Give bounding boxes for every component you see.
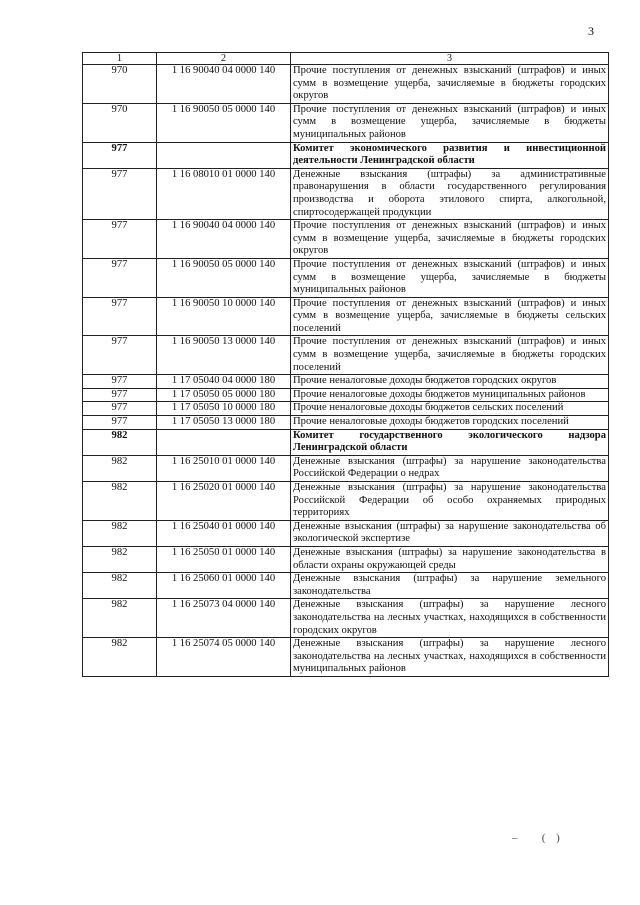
description-cell: Прочие поступления от денежных взысканий (штрафов) и иных сумм в возмещение ущерба, зачисляемые в бюджеты городских округов: [291, 65, 609, 104]
table-body: [83, 53, 609, 677]
admin-code-cell: 970: [83, 103, 157, 142]
table-row: [83, 103, 609, 142]
description-cell: Прочие неналоговые доходы бюджетов муниципальных районов: [291, 388, 609, 402]
table-row-organization: [83, 429, 609, 455]
description-cell: Прочие неналоговые доходы бюджетов сельских поселений: [291, 402, 609, 416]
revenue-code-cell: 1 16 90050 05 0000 140: [157, 103, 291, 142]
description-cell: Комитет государственного экологического надзора Ленинградской области: [291, 429, 609, 455]
table-row: [83, 546, 609, 572]
revenue-code-cell: 1 16 90050 13 0000 140: [157, 336, 291, 375]
revenue-code-cell: 1 16 25040 01 0000 140: [157, 520, 291, 546]
revenue-code-cell: 1 16 25050 01 0000 140: [157, 546, 291, 572]
table-row: [83, 416, 609, 430]
table-row: [83, 258, 609, 297]
revenue-code-cell: [157, 429, 291, 455]
description-cell: Денежные взыскания (штрафы) за нарушение земельного законодательства: [291, 573, 609, 599]
revenue-code-cell: 1 16 90050 10 0000 140: [157, 297, 291, 336]
admin-code-cell: 977: [83, 220, 157, 259]
revenue-code-cell: 1 17 05050 10 0000 180: [157, 402, 291, 416]
table-row: [83, 638, 609, 677]
admin-code-cell: 982: [83, 455, 157, 481]
admin-code-cell: 982: [83, 638, 157, 677]
table-row: [83, 220, 609, 259]
admin-code-cell: 977: [83, 297, 157, 336]
description-cell: Прочие поступления от денежных взысканий (штрафов) и иных сумм в возмещение ущерба, зачисляемые в бюджеты городских поселений: [291, 336, 609, 375]
table-row: [83, 599, 609, 638]
revenue-code-cell: 1 16 90040 04 0000 140: [157, 220, 291, 259]
admin-code-cell: 977: [83, 416, 157, 430]
table-row: [83, 520, 609, 546]
admin-code-cell: 977: [83, 142, 157, 168]
table-row: [83, 375, 609, 389]
revenue-codes-table: [82, 52, 609, 677]
description-cell: Прочие поступления от денежных взысканий (штрафов) и иных сумм в возмещение ущерба, зачисляемые в бюджеты городских округов: [291, 220, 609, 259]
revenue-code-cell: 1 16 25020 01 0000 140: [157, 482, 291, 521]
admin-code-cell: 982: [83, 520, 157, 546]
description-cell: Денежные взыскания (штрафы) за нарушение законодательства Российской Федерации об особо охраняемых природных территориях: [291, 482, 609, 521]
revenue-code-cell: 1 16 90050 05 0000 140: [157, 258, 291, 297]
admin-code-cell: 970: [83, 65, 157, 104]
admin-code-cell: 977: [83, 402, 157, 416]
footer-mark: – ( ): [512, 832, 564, 844]
description-cell: Прочие неналоговые доходы бюджетов городских поселений: [291, 416, 609, 430]
admin-code-cell: 977: [83, 258, 157, 297]
description-cell: Денежные взыскания (штрафы) за нарушение законодательства Российской Федерации о недрах: [291, 455, 609, 481]
admin-code-cell: 982: [83, 546, 157, 572]
revenue-code-cell: 1 17 05040 04 0000 180: [157, 375, 291, 389]
page-number: 3: [588, 24, 594, 38]
table-row: [83, 573, 609, 599]
description-cell: Денежные взыскания (штрафы) за нарушение законодательства об экологической экспертизе: [291, 520, 609, 546]
table-row: [83, 388, 609, 402]
description-cell: Прочие поступления от денежных взысканий (штрафов) и иных сумм в возмещение ущерба, зачисляемые в бюджеты сельских поселений: [291, 297, 609, 336]
admin-code-cell: 982: [83, 482, 157, 521]
table-row: [83, 482, 609, 521]
description-cell: Денежные взыскания (штрафы) за административные правонарушения в области государственного регулирования производства и оборота этилового спирта, алкогольной, спиртосодержащей продукции: [291, 168, 609, 219]
admin-code-cell: 982: [83, 429, 157, 455]
admin-code-cell: 982: [83, 599, 157, 638]
revenue-code-cell: 1 16 90040 04 0000 140: [157, 65, 291, 104]
description-cell: Прочие неналоговые доходы бюджетов городских округов: [291, 375, 609, 389]
description-cell: Прочие поступления от денежных взысканий (штрафов) и иных сумм в возмещение ущерба, зачисляемые в бюджеты муниципальных районов: [291, 258, 609, 297]
description-cell: Денежные взыскания (штрафы) за нарушение лесного законодательства на лесных участках, находящихся в собственности муниципальных районов: [291, 638, 609, 677]
revenue-code-cell: 1 16 25010 01 0000 140: [157, 455, 291, 481]
column-number-row: [83, 53, 609, 65]
revenue-code-cell: 1 16 25073 04 0000 140: [157, 599, 291, 638]
table-row: [83, 297, 609, 336]
column-number-2: 2: [157, 53, 291, 65]
admin-code-cell: 977: [83, 388, 157, 402]
column-number-1: 1: [83, 53, 157, 65]
admin-code-cell: 977: [83, 375, 157, 389]
table-row: [83, 402, 609, 416]
revenue-code-cell: 1 16 25074 05 0000 140: [157, 638, 291, 677]
column-number-3: 3: [291, 53, 609, 65]
revenue-code-cell: 1 17 05050 13 0000 180: [157, 416, 291, 430]
table-row: [83, 65, 609, 104]
admin-code-cell: 977: [83, 336, 157, 375]
description-cell: Комитет экономического развития и инвестиционной деятельности Ленинградской области: [291, 142, 609, 168]
revenue-code-cell: 1 17 05050 05 0000 180: [157, 388, 291, 402]
revenue-code-cell: 1 16 25060 01 0000 140: [157, 573, 291, 599]
table-row: [83, 336, 609, 375]
description-cell: Прочие поступления от денежных взысканий (штрафов) и иных сумм в возмещение ущерба, зачисляемые в бюджеты муниципальных районов: [291, 103, 609, 142]
description-cell: Денежные взыскания (штрафы) за нарушение законодательства в области охраны окружающей среды: [291, 546, 609, 572]
table-row: [83, 455, 609, 481]
revenue-code-cell: [157, 142, 291, 168]
revenue-code-cell: 1 16 08010 01 0000 140: [157, 168, 291, 219]
table-row: [83, 168, 609, 219]
admin-code-cell: 982: [83, 573, 157, 599]
admin-code-cell: 977: [83, 168, 157, 219]
table-row-organization: [83, 142, 609, 168]
description-cell: Денежные взыскания (штрафы) за нарушение лесного законодательства на лесных участках, находящихся в собственности городских округов: [291, 599, 609, 638]
